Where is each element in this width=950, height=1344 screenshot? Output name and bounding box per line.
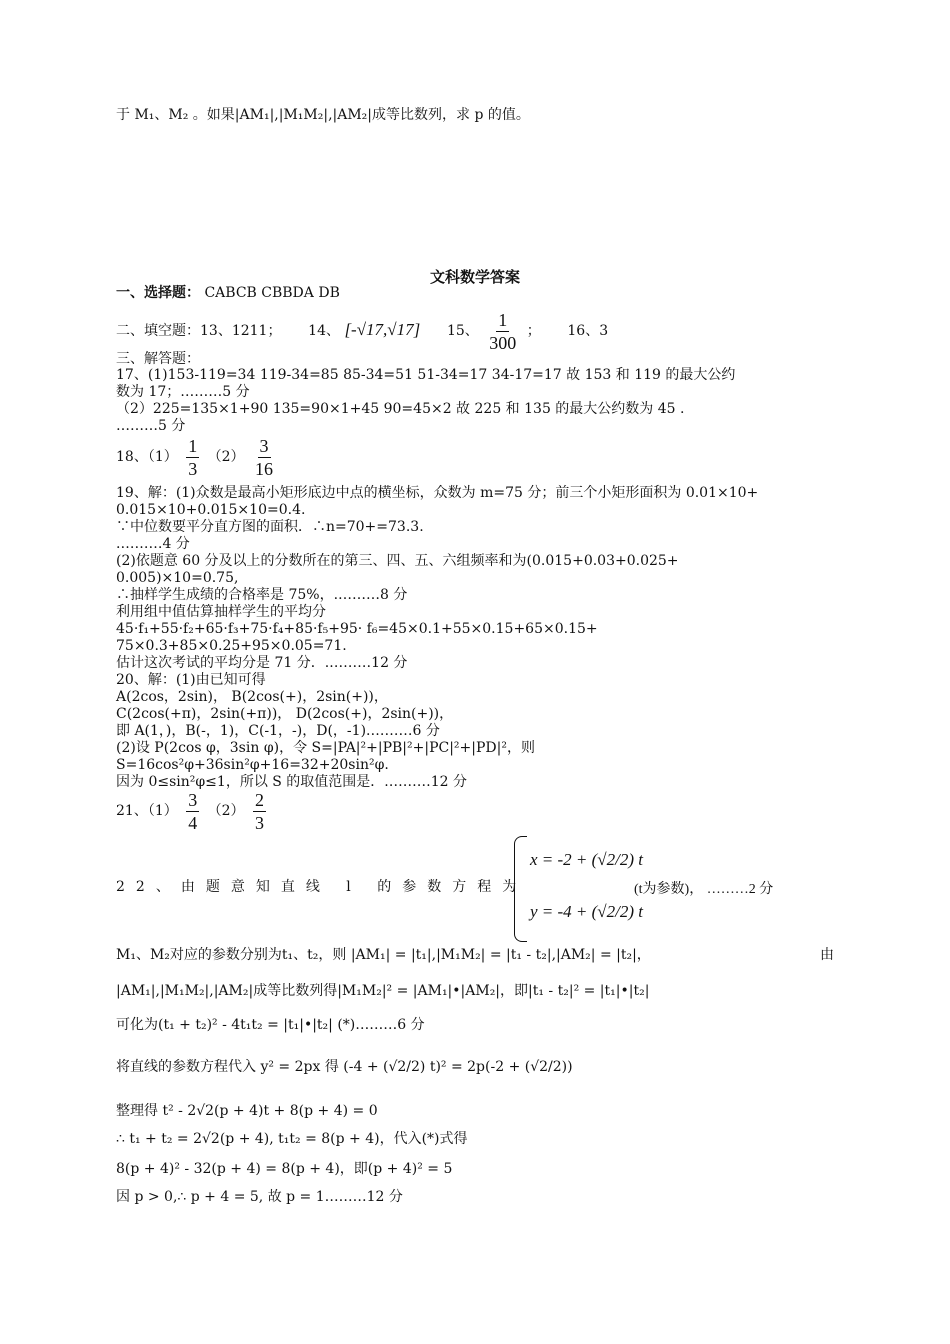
param-equation-x: x = -2 + (√2/2) t [530, 850, 643, 869]
continued-question-line: 于 M₁、M₂ 。如果|AM₁|,|M₁M₂|,|AM₂|成等比数列，求 p 的值。 [116, 107, 530, 123]
fraction-numerator: 3 [259, 435, 269, 456]
q20-line: A(2cos，2sin)， B(2cos(+)，2sin(+))， [116, 689, 388, 705]
q1-answers: CABCB CBBDA DB [204, 285, 340, 301]
q17-line: ………5 分 [116, 418, 186, 434]
q20-line: 即 A(1，)，B(-，1)，C(-1，-)，D(，-1).………6 分 [116, 723, 440, 739]
q22-line: 因 p > 0,∴ p + 4 = 5, 故 p = 1………12 分 [116, 1189, 403, 1205]
q18-fraction-2 [253, 435, 275, 480]
param-note: (t为参数)， ………2 分 [634, 882, 774, 897]
q22-intro: 22、由题意知直线 l 的参数方程为 [116, 879, 528, 895]
fraction-numerator: 2 [255, 789, 265, 810]
q17-line: 数为 17；………5 分 [116, 384, 250, 400]
q21-fraction-2 [253, 789, 266, 834]
q19-line: 利用组中值估算抽样学生的平均分 [116, 604, 326, 620]
q3-header: 三、解答题： [116, 351, 200, 367]
q2-item16: 16、3 [567, 323, 609, 339]
q19-line: .………4 分 [116, 536, 190, 552]
q20-line: 20、解：(1)由已知可得 [116, 672, 266, 688]
q20-line: 因为 0≤sin²φ≤1，所以 S 的取值范围是．.………12 分 [116, 774, 468, 790]
q18-mid: （2） [207, 449, 245, 465]
q22-line: 整理得 t² - 2√2(p + 4)t + 8(p + 4) = 0 [116, 1103, 378, 1119]
q2-interval: [-√17,√17] [344, 320, 421, 339]
q19-line: ∴抽样学生成绩的合格率是 75%，.………8 分 [116, 587, 408, 603]
q22-line: 8(p + 4)² - 32(p + 4) = 8(p + 4)，即(p + 4)² = 5 [116, 1161, 453, 1177]
q22-line: M₁、M₂对应的参数分别为t₁、t₂，则 |AM₁| = |t₁|,|M₁M₂| = |t₁ - t₂|,|AM₂| = |t₂|， [116, 947, 651, 963]
fraction-denominator: 3 [188, 458, 198, 479]
q19-line: 75×0.3+85×0.25+95×0.05=71. [116, 638, 347, 654]
q1-label: 一、选择题： [116, 285, 200, 301]
q20-line: (2)设 P(2cos φ，3sin φ)，令 S=|PA|²+|PB|²+|PC|²+|PD|²，则 [116, 740, 535, 756]
q18-answer [116, 432, 279, 482]
q19-line: 0.005)×10=0.75, [116, 570, 239, 586]
fraction-denominator: 4 [188, 812, 198, 833]
q21-fraction-1 [186, 789, 199, 834]
fraction-denominator: 300 [489, 332, 517, 353]
fraction-denominator: 3 [255, 812, 265, 833]
equation-system-brace [514, 836, 527, 942]
param-equation-y: y = -4 + (√2/2) t [530, 902, 643, 921]
q17-line: （2）225=135×1+90 135=90×1+45 90=45×2 故 225 和 135 的最大公约数为 45 . [116, 401, 685, 417]
q19-line: 19、解：(1)众数是最高小矩形底边中点的横坐标，众数为 m=75 分；前三个小矩形面积为 0.01×10+ [116, 485, 759, 501]
q18-label: 18、（1） [116, 449, 178, 465]
q2-item15: 15、 [446, 323, 479, 339]
q19-line: ∵中位数要平分直方图的面积．∴n=70+=73.3. [116, 519, 424, 535]
q19-line: 45·f₁+55·f₂+65·f₃+75·f₄+85·f₅+95· f₆=45×0.1+55×0.15+65×0.15+ [116, 621, 598, 637]
q22-line: 可化为(t₁ + t₂)² - 4t₁t₂ = |t₁|•|t₂| (*)………6 分 [116, 1017, 425, 1033]
q2-prefix: 二、填空题：13、1211； [116, 323, 282, 339]
q19-line: 估计这次考试的平均分是 71 分．.………12 分 [116, 655, 408, 671]
q21-mid: （2） [207, 803, 245, 819]
q22-line: |AM₁|,|M₁M₂|,|AM₂|成等比数列得|M₁M₂|² = |AM₁|•|AM₂|，即|t₁ - t₂|² = |t₁|•|t₂| [116, 983, 650, 999]
q18-fraction-1 [186, 435, 199, 480]
fraction-numerator: 1 [498, 309, 508, 330]
fraction-numerator: 3 [188, 789, 198, 810]
q20-line: C(2cos(+π)，2sin(+π))， D(2cos(+)，2sin(+))， [116, 706, 454, 722]
q1-choice-answers [116, 284, 340, 302]
q22-line: 将直线的参数方程代入 y² = 2px 得 (-4 + (√2/2) t)² = 2p(-2 + (√2/2)) [116, 1059, 573, 1075]
q2-sep: ； [526, 323, 541, 339]
q19-line: (2)依题意 60 分及以上的分数所在的第三、四、五、六组频率和为(0.015+0.03+0.025+ [116, 553, 679, 569]
q20-line: S=16cos²φ+36sin²φ+16=32+20sin²φ. [116, 757, 389, 773]
q21-label: 21、（1） [116, 803, 178, 819]
answer-title: 文科数学答案 [429, 268, 520, 286]
q21-answer [116, 786, 270, 836]
q2-fill-answers [116, 308, 608, 354]
fraction-numerator: 1 [188, 435, 198, 456]
q19-line: 0.015×10+0.015×10=0.4. [116, 502, 306, 518]
q2-item14: 14、 [308, 323, 340, 339]
q2-fraction [487, 309, 518, 354]
q22-line: ∴ t₁ + t₂ = 2√2(p + 4), t₁t₂ = 8(p + 4)，代入(*)式得 [116, 1131, 468, 1147]
q17-line: 17、(1)153-119=34 119-34=85 85-34=51 51-34=17 34-17=17 故 153 和 119 的最大公约 [116, 367, 736, 383]
q22-line-right: 由 [820, 947, 834, 963]
fraction-denominator: 16 [255, 458, 274, 479]
